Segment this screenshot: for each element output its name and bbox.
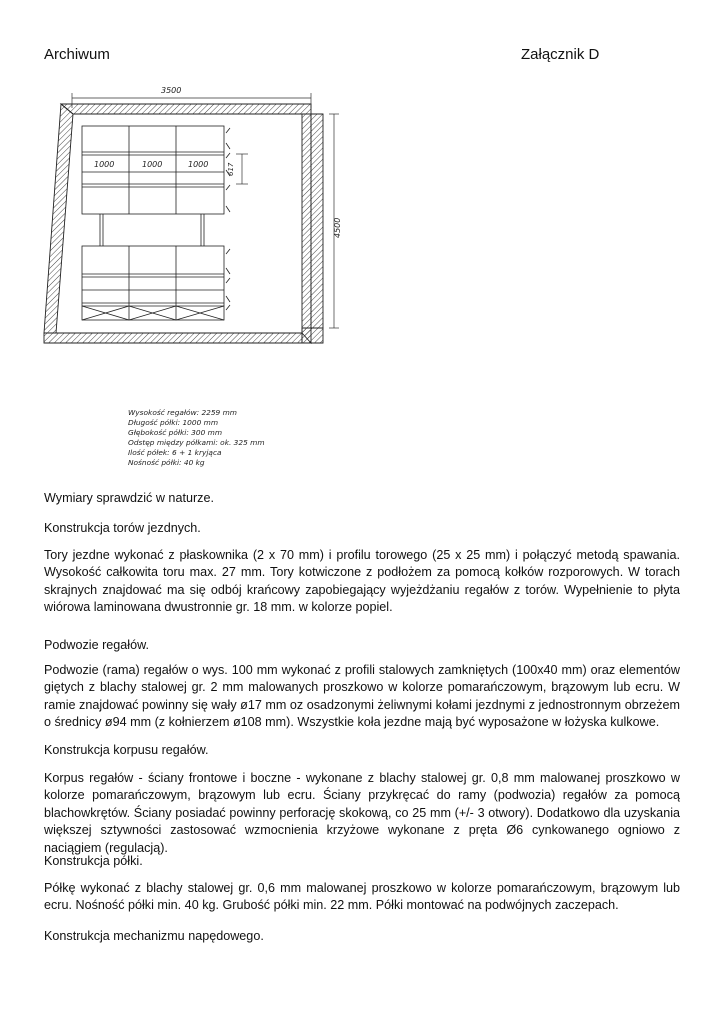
spec-line: Ilość półek: 6 + 1 kryjąca: [128, 447, 222, 457]
shelf-paragraph: Półkę wykonać z blachy stalowej gr. 0,6 mm malowanej proszkowo w kolorze pomarańczowym, brązowym lub ecru. Nośność półki min. 40 kg. Grubość półki min. 22 mm. Półki montować na podwójnych zaczepach.: [44, 881, 680, 913]
spec-line: Odstęp między półkami: ok. 325 mm: [128, 437, 265, 447]
note-check-dimensions: Wymiary sprawdzić w naturze.: [44, 491, 214, 505]
spec-line: Głębokość półki: 300 mm: [128, 427, 223, 437]
dimension-shelf-spacing: [236, 154, 248, 184]
tracks-paragraph: Tory jezdne wykonać z płaskownika (2 x 70 mm) i profilu torowego (25 x 25 mm) i połączyć metodą spawania. Wysokość całkowita toru max. 27 mm. Tory kotwiczone z podłożem za pomocą kołków rozporowych. W torach skrajnych znajdować ma się odbój krańcowy zapobiegający wyjeżdżaniu regałów z torów. Wypełnienie to płyta wiórowa laminowana dwustronnie gr. 18 mm. w kolorze popiel.: [44, 548, 680, 615]
dimension-width-label: 3500: [161, 86, 182, 95]
archive-floor-plan-drawing: [36, 78, 356, 348]
shelf-width-label: 1000: [188, 160, 209, 169]
shelf-width-label: 1000: [142, 160, 163, 169]
aisle-posts: [100, 214, 204, 246]
dimension-shelf-spacing-label: 617: [227, 162, 235, 176]
shelf-heading: Konstrukcja półki.: [44, 854, 143, 868]
spec-line: Nośność półki: 40 kg: [128, 457, 205, 467]
header-archive-label: Archiwum: [44, 46, 110, 63]
shelving-block-lower: [82, 246, 230, 320]
chassis-heading: Podwozie regałów.: [44, 638, 150, 652]
header-attachment-label: Załącznik D: [521, 46, 600, 63]
dimension-length-label: 4500: [333, 217, 342, 238]
shelving-specifications: [128, 408, 265, 467]
body-paragraph: Korpus regałów - ściany frontowe i boczne - wykonane z blachy stalowej gr. 0,8 mm malowanej proszkowo w kolorze pomarańczowym, brązowym lub ecru. Ściany przykręcać do ramy (podwozia) regałów za pomocą blachowkrętów. Ściany posiadać powinny perforację skokową, co 25 mm (+/- 3 otwory). Dodatkowo dla uzyskania większej sztywności zastosować wzmocnienia krzyżowe wykonane z pręta Ø6 cynkowanego ogniowo z naciągiem (regulacją).: [44, 771, 680, 855]
shelf-width-label: 1000: [94, 160, 115, 169]
chassis-paragraph: Podwozie (rama) regałów o wys. 100 mm wykonać z profili stalowych zamkniętych (100x40 mm) oraz elementów giętych z blachy stalowej gr. 2 mm malowanych proszkowo w kolorze pomarańczowym, brązowym lub ecru. W ramie znajdować powinny się wały ø17 mm oz osadzonymi żeliwnymi kołami jezdnymi z jednostronnym obrzeżem o średnicy ø94 mm (z kołnierzem ø108 mm). Wszystkie koła jezdne mają być wyposażone w łożyska kulkowe.: [44, 663, 680, 730]
spec-line: Długość półki: 1000 mm: [128, 417, 219, 427]
shelving-block-upper: [82, 126, 230, 214]
spec-line: Wysokość regałów: 2259 mm: [128, 408, 238, 417]
body-heading: Konstrukcja korpusu regałów.: [44, 743, 209, 757]
drive-heading: Konstrukcja mechanizmu napędowego.: [44, 929, 264, 943]
tracks-heading: Konstrukcja torów jezdnych.: [44, 521, 201, 535]
